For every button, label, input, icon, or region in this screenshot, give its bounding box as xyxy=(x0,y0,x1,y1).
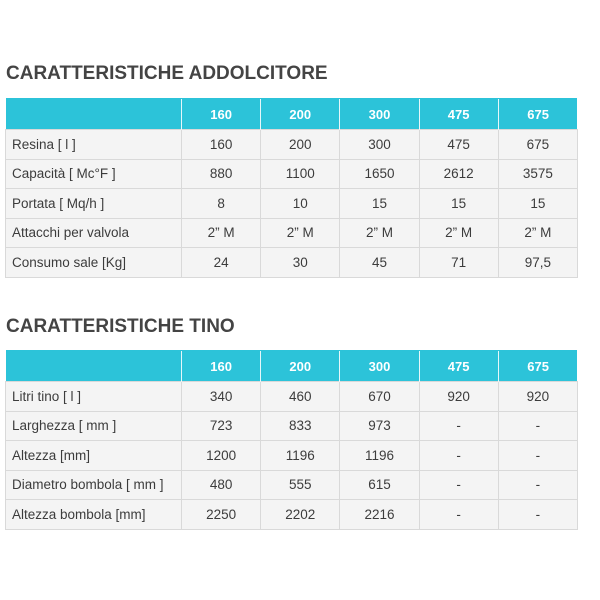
row-label: Altezza bombola [mm] xyxy=(6,500,182,530)
table-cell: 475 xyxy=(419,130,498,160)
row-label: Altezza [mm] xyxy=(6,441,182,471)
header-cell-model: 160 xyxy=(182,351,261,382)
row-label: Diametro bombola [ mm ] xyxy=(6,470,182,500)
table-cell: 15 xyxy=(498,189,577,219)
table-cell: 24 xyxy=(182,248,261,278)
table-cell: 920 xyxy=(419,382,498,412)
row-label: Consumo sale [Kg] xyxy=(6,248,182,278)
table-row xyxy=(6,411,578,441)
table-cell: 675 xyxy=(498,130,577,160)
header-cell-model: 675 xyxy=(498,351,577,382)
header-cell-model: 675 xyxy=(498,99,577,130)
row-label: Litri tino [ l ] xyxy=(6,382,182,412)
table-cell: 1196 xyxy=(261,441,340,471)
table-cell: 2” M xyxy=(182,218,261,248)
table-cell: - xyxy=(419,441,498,471)
table-cell: 30 xyxy=(261,248,340,278)
table-cell: 2202 xyxy=(261,500,340,530)
table-header-row xyxy=(6,351,578,382)
table-cell: - xyxy=(419,500,498,530)
table-cell: - xyxy=(498,470,577,500)
table-row xyxy=(6,441,578,471)
table-cell: 670 xyxy=(340,382,419,412)
row-label: Capacità [ Mc°F ] xyxy=(6,159,182,189)
table-row xyxy=(6,189,578,219)
table-cell: 2612 xyxy=(419,159,498,189)
table-row xyxy=(6,500,578,530)
header-cell-model: 200 xyxy=(261,99,340,130)
table-cell: 3575 xyxy=(498,159,577,189)
table-cell: 2216 xyxy=(340,500,419,530)
table-row xyxy=(6,159,578,189)
header-cell-model: 300 xyxy=(340,351,419,382)
table-row xyxy=(6,248,578,278)
table-cell: 15 xyxy=(340,189,419,219)
table-cell: 45 xyxy=(340,248,419,278)
row-label: Attacchi per valvola xyxy=(6,218,182,248)
table-cell: 2” M xyxy=(261,218,340,248)
table-cell: - xyxy=(498,411,577,441)
table-cell: 920 xyxy=(498,382,577,412)
table-cell: 833 xyxy=(261,411,340,441)
table-cell: 1100 xyxy=(261,159,340,189)
table-cell: 615 xyxy=(340,470,419,500)
table-cell: 71 xyxy=(419,248,498,278)
table-cell: 97,5 xyxy=(498,248,577,278)
table-cell: - xyxy=(419,470,498,500)
table-cell: 10 xyxy=(261,189,340,219)
header-cell-empty xyxy=(6,99,182,130)
header-cell-model: 200 xyxy=(261,351,340,382)
softener-spec-table xyxy=(5,98,578,278)
softener-section-title: CARATTERISTICHE ADDOLCITORE xyxy=(6,63,328,84)
table-cell: 340 xyxy=(182,382,261,412)
row-label: Larghezza [ mm ] xyxy=(6,411,182,441)
header-cell-model: 475 xyxy=(419,351,498,382)
table-cell: 300 xyxy=(340,130,419,160)
table-cell: 8 xyxy=(182,189,261,219)
table-cell: 15 xyxy=(419,189,498,219)
table-row xyxy=(6,218,578,248)
table-cell: 160 xyxy=(182,130,261,160)
table-cell: 1650 xyxy=(340,159,419,189)
table-cell: 2” M xyxy=(340,218,419,248)
table-cell: 200 xyxy=(261,130,340,160)
tank-section-title: CARATTERISTICHE TINO xyxy=(6,316,235,337)
table-cell: 480 xyxy=(182,470,261,500)
table-row xyxy=(6,130,578,160)
table-cell: 2250 xyxy=(182,500,261,530)
header-cell-empty xyxy=(6,351,182,382)
table-cell: 1196 xyxy=(340,441,419,471)
table-cell: 2” M xyxy=(498,218,577,248)
header-cell-model: 475 xyxy=(419,99,498,130)
table-header-row xyxy=(6,99,578,130)
header-cell-model: 300 xyxy=(340,99,419,130)
table-cell: 723 xyxy=(182,411,261,441)
tank-spec-table xyxy=(5,350,578,530)
table-cell: 555 xyxy=(261,470,340,500)
table-cell: 1200 xyxy=(182,441,261,471)
table-cell: 880 xyxy=(182,159,261,189)
table-cell: 973 xyxy=(340,411,419,441)
table-cell: - xyxy=(419,411,498,441)
table-cell: 460 xyxy=(261,382,340,412)
table-row xyxy=(6,382,578,412)
header-cell-model: 160 xyxy=(182,99,261,130)
table-row xyxy=(6,470,578,500)
table-cell: 2” M xyxy=(419,218,498,248)
table-cell: - xyxy=(498,500,577,530)
row-label: Portata [ Mq/h ] xyxy=(6,189,182,219)
table-cell: - xyxy=(498,441,577,471)
row-label: Resina [ l ] xyxy=(6,130,182,160)
